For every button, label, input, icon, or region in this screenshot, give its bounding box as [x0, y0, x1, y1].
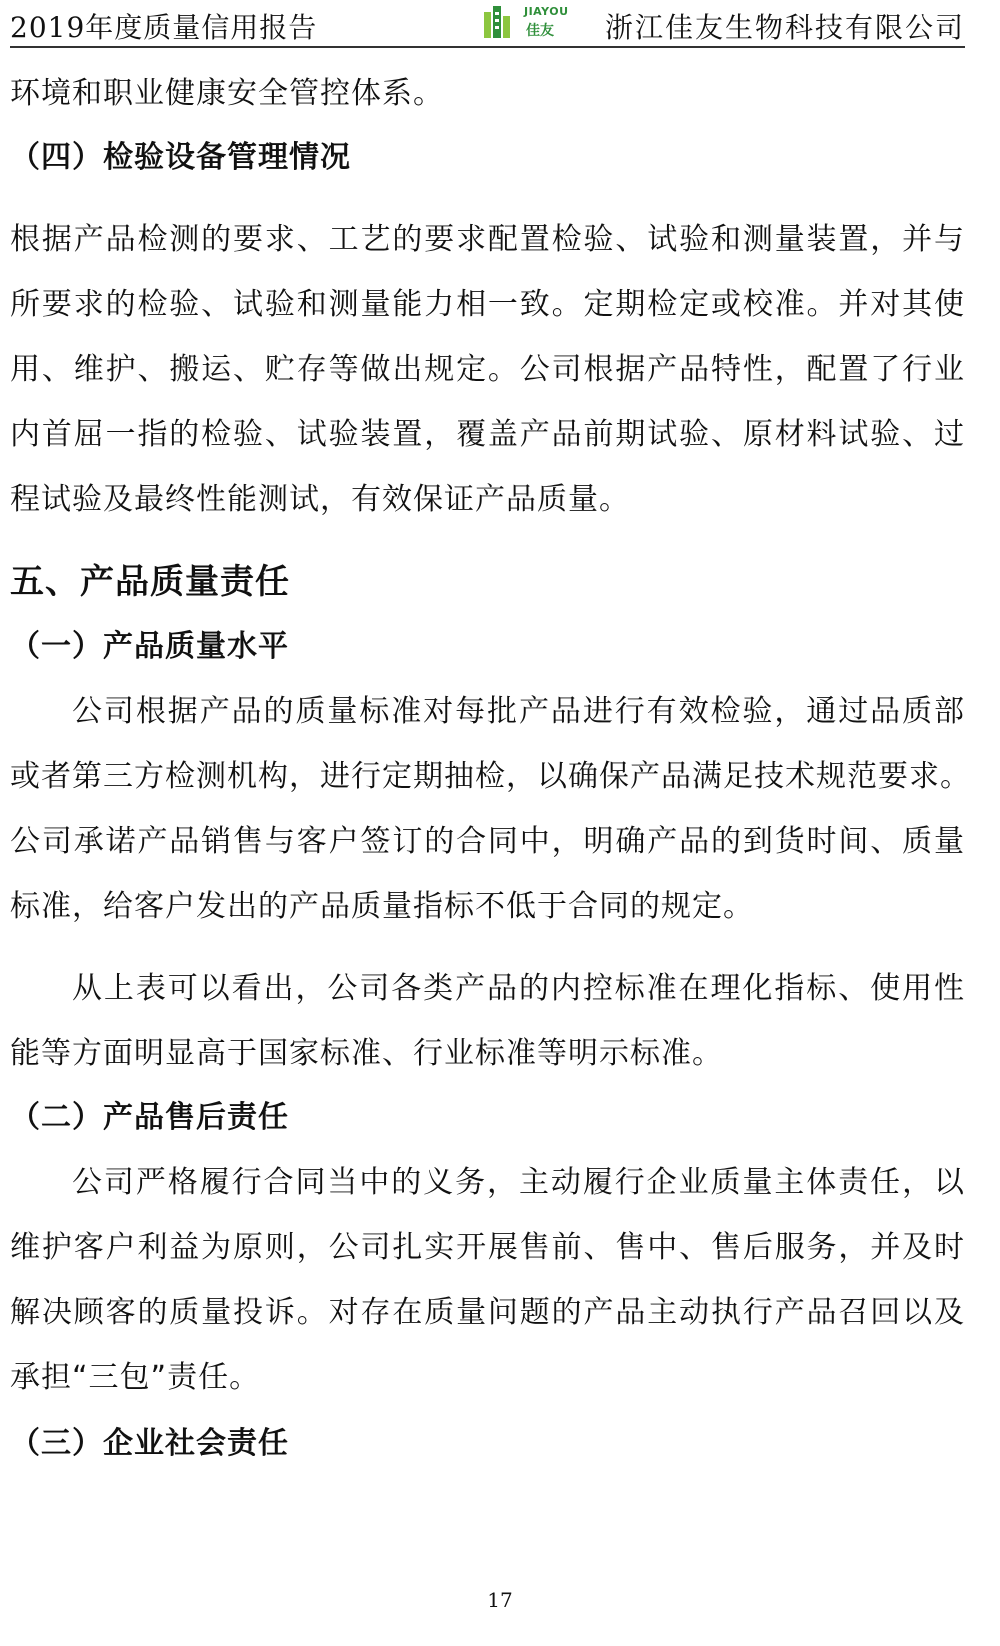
- paragraph-line: 程试验及最终性能测试，有效保证产品质量。: [10, 482, 630, 517]
- company-name: 浙江佳友生物科技有限公司: [604, 11, 965, 44]
- paragraph-line: 承担“三包”责任。: [10, 1360, 261, 1395]
- page-header: [10, 0, 965, 48]
- paragraph-line: 解决顾客的质量投诉。对存在质量问题的产品主动执行产品召回以及: [10, 1295, 965, 1330]
- paragraph-line: 公司严格履行合同当中的义务，主动履行企业质量主体责任，以: [72, 1165, 965, 1200]
- paragraph-line: 用、维护、搬运、贮存等做出规定。公司根据产品特性，配置了行业: [10, 352, 965, 387]
- chapter-heading: 五、产品质量责任: [10, 562, 290, 602]
- paragraph-line: 公司根据产品的质量标准对每批产品进行有效检验，通过品质部: [72, 694, 965, 729]
- paragraph-line: 标准，给客户发出的产品质量指标不低于合同的规定。: [10, 889, 754, 924]
- paragraph-line: 内首屈一指的检验、试验装置，覆盖产品前期试验、原材料试验、过: [10, 417, 965, 452]
- logo-brand-en: JIAYOU: [524, 5, 569, 18]
- page-number: 17: [487, 1588, 513, 1612]
- section-heading: （四）检验设备管理情况: [10, 140, 351, 175]
- paragraph-line: 环境和职业健康安全管控体系。: [10, 76, 444, 111]
- section-heading: （二）产品售后责任: [10, 1100, 289, 1135]
- company-logo: [480, 2, 580, 42]
- logo-brand-cn: 佳友: [526, 23, 554, 39]
- section-heading: （一）产品质量水平: [10, 629, 289, 664]
- paragraph-line: 能等方面明显高于国家标准、行业标准等明示标准。: [10, 1036, 723, 1071]
- report-title: 2019年度质量信用报告: [10, 11, 318, 44]
- paragraph-line: 或者第三方检测机构，进行定期抽检，以确保产品满足技术规范要求。: [10, 759, 971, 794]
- paragraph-line: 根据产品检测的要求、工艺的要求配置检验、试验和测量装置，并与: [10, 222, 965, 257]
- paragraph-line: 维护客户利益为原则，公司扎实开展售前、售中、售后服务，并及时: [10, 1230, 965, 1265]
- paragraph-line: 从上表可以看出，公司各类产品的内控标准在理化指标、使用性: [72, 971, 965, 1006]
- paragraph-line: 公司承诺产品销售与客户签订的合同中，明确产品的到货时间、质量: [10, 824, 965, 859]
- building-tower-logo-icon: [480, 2, 520, 42]
- section-heading: （三）企业社会责任: [10, 1426, 289, 1461]
- paragraph-line: 所要求的检验、试验和测量能力相一致。定期检定或校准。并对其使: [10, 287, 965, 322]
